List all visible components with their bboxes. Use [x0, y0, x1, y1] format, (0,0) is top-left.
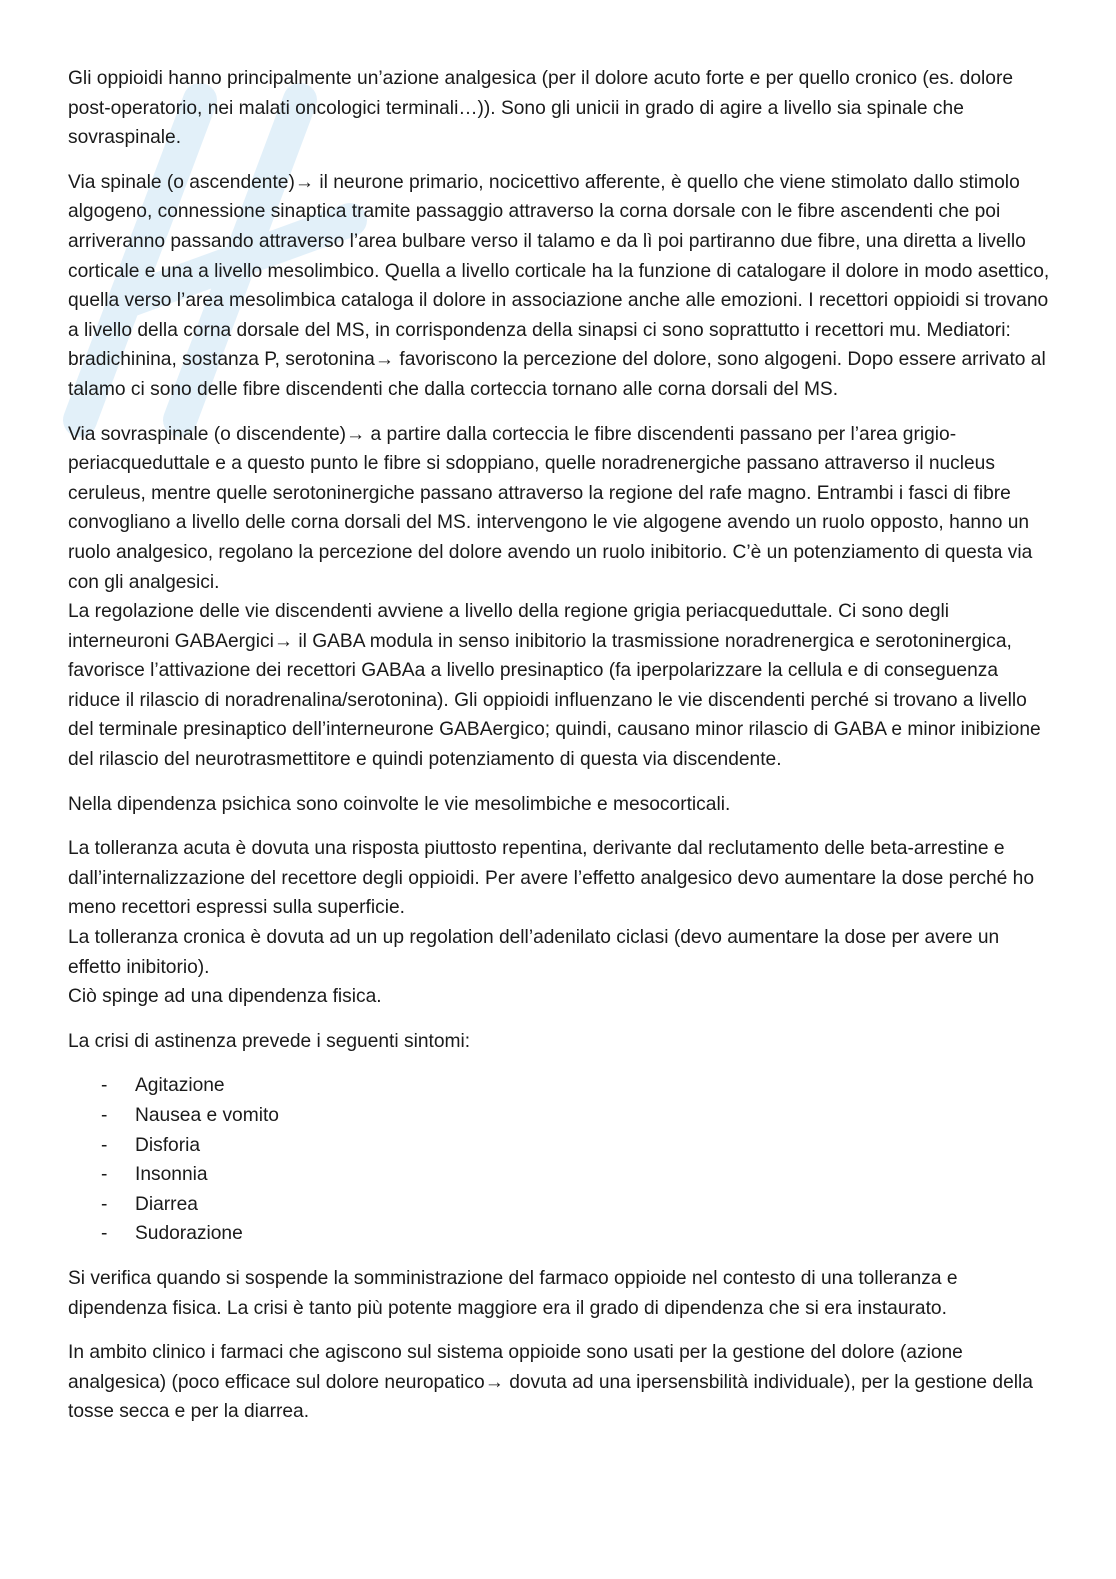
document-page [68, 64, 1053, 1442]
list-item [68, 1219, 1053, 1249]
symptom-label: Diarrea [135, 1193, 198, 1215]
paragraph-via-spinale: Via spinale (o ascendente)→ il neurone primario, nocicettivo afferente, è quello che viene stimolato dallo stimolo algogeno, connessione sinaptica tramite passaggio attraverso la corna dorsale con le fibre ascendenti che poi arriveranno passando attraverso l’area bulbare verso il talamo e da lì poi partiranno due fibre, una diretta a livello corticale e una a livello mesolimbico. Quella a livello corticale ha la funzione di catalogare il dolore in modo asettico, quella verso l’area mesolimbica cataloga il dolore in associazione anche alle emozioni. I recettori oppioidi si trovano a livello della corna dorsale del MS, in corrispondenza della sinapsi ci sono soprattutto i recettori mu. Mediatori: bradichinina, sostanza P, serotonina→ favoriscono la percezione del dolore, sono algogeni. Dopo essere arrivato al talamo ci sono delle fibre discendenti che dalla corteccia tornano alle corna dorsali del MS. [68, 171, 1050, 400]
paragraph-crisi-astinenza: La crisi di astinenza prevede i seguenti sintomi: [68, 1030, 471, 1052]
list-item [68, 1190, 1053, 1220]
paragraph-regolazione: La regolazione delle vie discendenti avviene a livello della regione grigia periacqueduttale. Ci sono degli interneuroni GABAergici→ il GABA modula in senso inibitorio la trasmissione noradrenergica e serotoninergica, favorisce l’attivazione dei recettori GABAa a livello presinaptico (fa iperpolarizzare la cellula e di conseguenza riduce il rilascio di noradrenalina/serotonina). Gli oppioidi influenzano le vie discendenti perché si trovano a livello del terminale presinaptico dell’interneurone GABAergico; quindi, causano minor rilascio di GABA e minor inibizione del rilascio del neurotrasmettitore e quindi potenziamento di questa via discendente. [68, 601, 1041, 771]
symptom-list [68, 1071, 1053, 1249]
list-item [68, 1160, 1053, 1190]
paragraph-intro: Gli oppioidi hanno principalmente un’azione analgesica (per il dolore acuto forte e per quello cronico (es. dolore post-operatorio, nei malati oncologici terminali…)). Sono gli unicii in grado di agire a livello sia spinale che sovraspinale. [68, 68, 1014, 149]
symptom-label: Nausea e vomito [135, 1105, 279, 1126]
list-dash: - [101, 1105, 108, 1126]
paragraph-dipendenza-fisica: Ciò spinge ad una dipendenza fisica. [68, 986, 382, 1008]
list-item [68, 1101, 1053, 1131]
list-item [68, 1071, 1053, 1101]
list-item [68, 1131, 1053, 1161]
paragraph-ambito-clinico: In ambito clinico i farmaci che agiscono sul sistema oppioide sono usati per la gestione del dolore (azione analgesica) (poco efficace sul dolore neuropatico→ dovuta ad una ipersensbilità individuale), per la gestione della tosse secca e per la diarrea. [68, 1342, 1033, 1423]
symptom-label: Sudorazione [135, 1223, 243, 1245]
list-dash: - [101, 1164, 108, 1186]
paragraph-tolleranza-cronica: La tolleranza cronica è dovuta ad un up regolation dell’adenilato ciclasi (devo aumentare la dose per avere un effetto inibitorio). [68, 927, 1000, 978]
paragraph-via-sovraspinale: Via sovraspinale (o discendente)→ a partire dalla corteccia le fibre discendenti passano per l’area grigio-periacqueduttale e a questo punto le fibre si sdoppiano, quelle noradrenergiche passano attraverso il nucleus ceruleus, mentre quelle serotoninergiche passano attraverso la regione del rafe magno. Entrambi i fasci di fibre convogliano a livello delle corna dorsali del MS. intervengono le vie algogene avendo un ruolo opposto, hanno un ruolo analgesico, regolano la percezione del dolore avendo un ruolo inibitorio. C’è un potenziamento di questa via con gli analgesici. [68, 423, 1033, 593]
symptom-label: Insonnia [135, 1164, 208, 1186]
paragraph-tolleranza-acuta: La tolleranza acuta è dovuta una risposta piuttosto repentina, derivante dal reclutamento delle beta-arrestine e dall’internalizzazione del recettore degli oppioidi. Per avere l’effetto analgesico devo aumentare la dose perché ho meno recettori espressi sulla superficie. [68, 838, 1035, 919]
list-dash: - [101, 1193, 108, 1215]
symptom-label: Disforia [135, 1134, 201, 1156]
symptom-label: Agitazione [135, 1075, 225, 1097]
list-dash: - [101, 1223, 108, 1245]
list-dash: - [101, 1134, 108, 1156]
paragraph-dipendenza-psichica: Nella dipendenza psichica sono coinvolte le vie mesolimbiche e mesocorticali. [68, 793, 731, 815]
list-dash: - [101, 1075, 108, 1097]
paragraph-sospensione: Si verifica quando si sospende la somministrazione del farmaco oppioide nel contesto di una tolleranza e dipendenza fisica. La crisi è tanto più potente maggiore era il grado di dipendenza che si era instaurato. [68, 1267, 958, 1319]
